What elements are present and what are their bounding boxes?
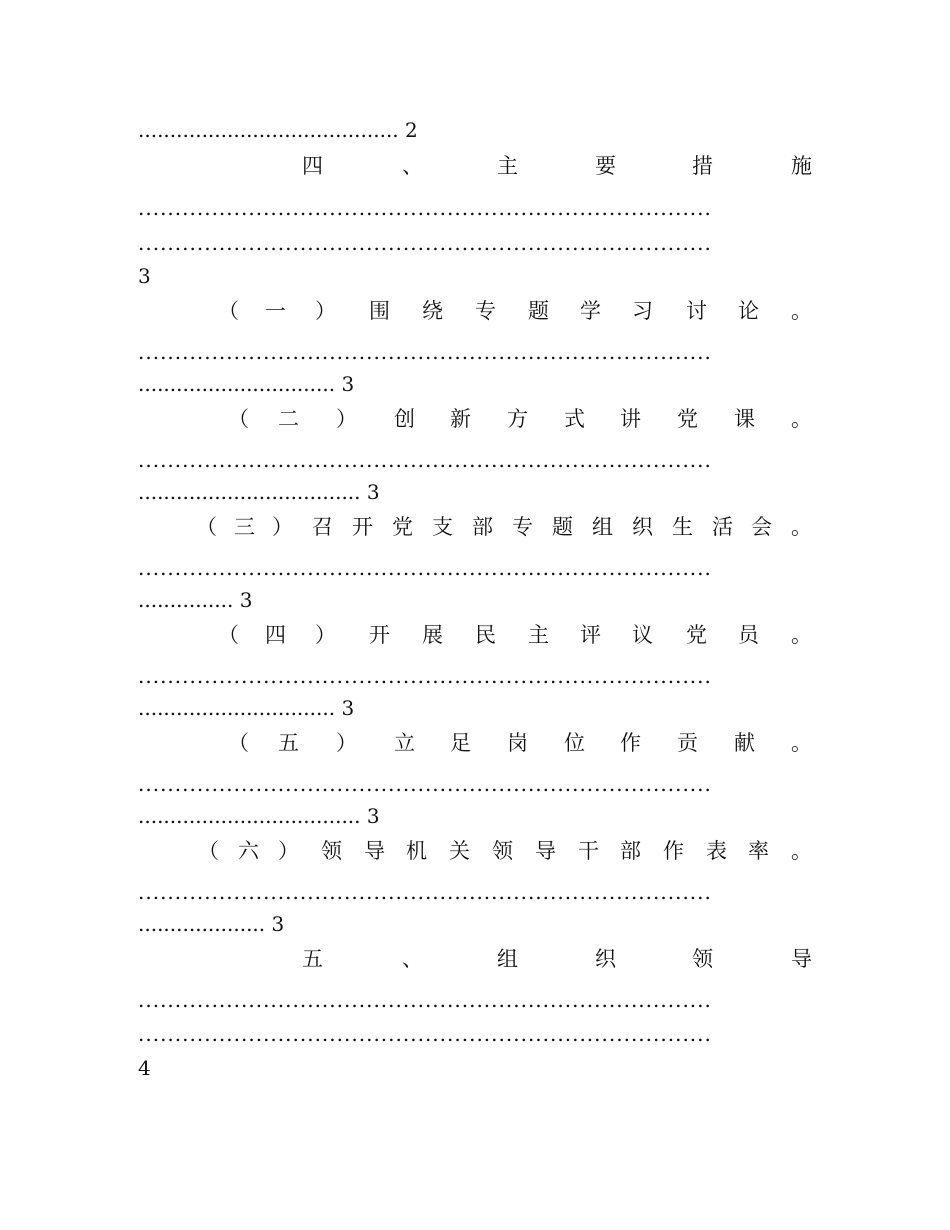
heading-char: 评 xyxy=(580,623,601,647)
heading-char: 围 xyxy=(369,299,390,323)
heading-char: 党 xyxy=(392,515,413,539)
toc-heading-subsection-5[interactable] xyxy=(138,728,813,758)
heading-char: 。 xyxy=(791,839,812,863)
heading-char: 。 xyxy=(791,299,812,323)
heading-char: （ xyxy=(198,839,219,863)
dot-leader: ............... xyxy=(138,588,234,612)
dot-leader: .............................................................................. xyxy=(138,880,712,904)
heading-char: 党 xyxy=(686,623,707,647)
page-number: 3 xyxy=(341,696,355,720)
toc-dot-leader xyxy=(138,118,418,142)
toc-dot-leader xyxy=(138,480,380,504)
toc-dot-leader xyxy=(138,372,354,396)
dot-leader: ............................... xyxy=(138,372,336,396)
dot-leader: .............................................................................. xyxy=(138,196,712,220)
heading-char: 贡 xyxy=(677,731,698,755)
heading-char: 开 xyxy=(352,515,373,539)
heading-char: 要 xyxy=(595,154,616,178)
dot-leader: .................... xyxy=(138,912,266,936)
heading-char: 课 xyxy=(734,407,755,431)
heading-char: 学 xyxy=(580,299,601,323)
heading-char: 专 xyxy=(475,299,496,323)
heading-char: ） xyxy=(278,839,299,863)
heading-char: 召 xyxy=(312,515,333,539)
toc-heading-subsection-3[interactable] xyxy=(138,512,813,542)
heading-char: 生 xyxy=(672,515,693,539)
heading-char: （ xyxy=(218,623,239,647)
heading-char: 机 xyxy=(406,839,427,863)
toc-heading-section-5[interactable] xyxy=(138,944,813,974)
heading-char: ） xyxy=(336,407,357,431)
heading-char: 展 xyxy=(422,623,443,647)
heading-char: 议 xyxy=(632,623,653,647)
page-number: 3 xyxy=(366,804,380,828)
heading-char: 主 xyxy=(528,623,549,647)
toc-heading-subsection-2[interactable] xyxy=(138,404,813,434)
heading-char: 题 xyxy=(528,299,549,323)
page-number: 3 xyxy=(239,588,253,612)
heading-char: 领 xyxy=(321,839,342,863)
dot-leader: ................................... xyxy=(138,480,361,504)
heading-char: 织 xyxy=(632,515,653,539)
heading-char: 。 xyxy=(791,623,812,647)
heading-char: 民 xyxy=(475,623,496,647)
heading-char: 专 xyxy=(512,515,533,539)
heading-char: 领 xyxy=(492,839,513,863)
heading-char: 论 xyxy=(738,299,759,323)
heading-char: 足 xyxy=(450,731,471,755)
dot-leader: ................................... xyxy=(138,804,361,828)
heading-char: 二 xyxy=(278,407,299,431)
page-number: 4 xyxy=(138,1056,151,1080)
heading-char: 关 xyxy=(449,839,470,863)
page-number: 3 xyxy=(366,480,380,504)
heading-char: 讨 xyxy=(686,299,707,323)
heading-char: 开 xyxy=(369,623,390,647)
dot-leader: .............................................................................. xyxy=(138,340,712,364)
heading-char: 岗 xyxy=(507,731,528,755)
heading-char: 三 xyxy=(234,515,255,539)
heading-char: 员 xyxy=(738,623,759,647)
heading-char: 导 xyxy=(791,947,812,971)
heading-char: ） xyxy=(315,623,336,647)
heading-char: （ xyxy=(196,515,217,539)
toc-heading-subsection-4[interactable] xyxy=(138,620,813,650)
heading-char: 四 xyxy=(302,154,323,178)
heading-char: 绕 xyxy=(422,299,443,323)
heading-char: 支 xyxy=(432,515,453,539)
toc-heading-subsection-6[interactable] xyxy=(138,836,813,866)
heading-char: 创 xyxy=(394,407,415,431)
heading-char: 表 xyxy=(706,839,727,863)
dot-leader: ......................................... xyxy=(138,118,399,142)
page-number: 3 xyxy=(341,372,355,396)
heading-char: 题 xyxy=(552,515,573,539)
heading-char: 组 xyxy=(497,947,518,971)
heading-char: 献 xyxy=(734,731,755,755)
toc-dot-leader xyxy=(138,804,380,828)
heading-char: 作 xyxy=(620,731,641,755)
dot-leader: .............................................................................. xyxy=(138,988,712,1012)
heading-char: 四 xyxy=(265,623,286,647)
heading-char: 领 xyxy=(692,947,713,971)
dot-leader: .............................................................................. xyxy=(138,772,712,796)
heading-char: 。 xyxy=(791,515,812,539)
toc-heading-section-4[interactable] xyxy=(138,151,813,181)
heading-char: 部 xyxy=(472,515,493,539)
heading-char: 织 xyxy=(595,947,616,971)
heading-char: 习 xyxy=(632,299,653,323)
page-number: 3 xyxy=(138,264,151,288)
heading-char: 施 xyxy=(791,154,812,178)
heading-char: 主 xyxy=(497,154,518,178)
dot-leader: .............................................................................. xyxy=(138,1022,712,1046)
dot-leader: .............................................................................. xyxy=(138,231,712,255)
heading-char: 干 xyxy=(578,839,599,863)
toc-dot-leader xyxy=(138,696,354,720)
heading-char: 。 xyxy=(791,731,812,755)
heading-char: 组 xyxy=(592,515,613,539)
heading-char: 部 xyxy=(620,839,641,863)
heading-char: 党 xyxy=(677,407,698,431)
dot-leader: ............................... xyxy=(138,696,336,720)
heading-char: 立 xyxy=(394,731,415,755)
heading-char: （ xyxy=(228,731,249,755)
heading-char: 。 xyxy=(791,407,812,431)
page-number: 2 xyxy=(405,118,418,142)
heading-char: ） xyxy=(272,515,293,539)
heading-char: 讲 xyxy=(620,407,641,431)
dot-leader: .............................................................................. xyxy=(138,556,712,580)
heading-char: 方 xyxy=(507,407,528,431)
heading-char: 导 xyxy=(535,839,556,863)
heading-char: （ xyxy=(218,299,239,323)
heading-char: 一 xyxy=(265,299,286,323)
page-number: 3 xyxy=(271,912,285,936)
heading-char: 新 xyxy=(450,407,471,431)
heading-char: 式 xyxy=(564,407,585,431)
heading-char: 活 xyxy=(712,515,733,539)
dot-leader: .............................................................................. xyxy=(138,664,712,688)
heading-char: 率 xyxy=(748,839,769,863)
heading-char: 五 xyxy=(278,731,299,755)
heading-char: 、 xyxy=(402,947,423,971)
heading-char: ） xyxy=(315,299,336,323)
dot-leader: .............................................................................. xyxy=(138,448,712,472)
heading-char: 六 xyxy=(238,839,259,863)
heading-char: 、 xyxy=(402,154,423,178)
toc-dot-leader xyxy=(138,588,252,612)
heading-char: 导 xyxy=(364,839,385,863)
heading-char: 位 xyxy=(564,731,585,755)
toc-dot-leader xyxy=(138,912,284,936)
heading-char: 措 xyxy=(692,154,713,178)
heading-char: 五 xyxy=(302,947,323,971)
heading-char: 会 xyxy=(751,515,772,539)
heading-char: ） xyxy=(336,731,357,755)
toc-heading-subsection-1[interactable] xyxy=(138,296,813,326)
heading-char: （ xyxy=(228,407,249,431)
heading-char: 作 xyxy=(663,839,684,863)
